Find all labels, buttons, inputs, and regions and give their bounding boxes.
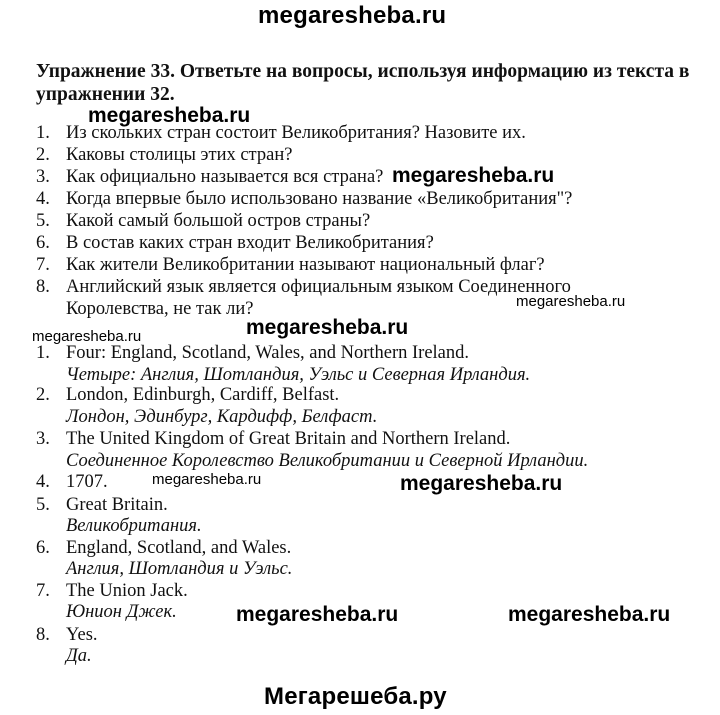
question-number: 8. [36, 277, 50, 297]
footer-watermark: Мегарешеба.ру [264, 683, 447, 710]
answer-russian: Четыре: Англия, Шотландия, Уэльс и Северная Ирландия. [66, 365, 531, 385]
watermark-stamp: megaresheba.ru [246, 316, 409, 339]
question-text: Как жители Великобритании называют национальный флаг? [66, 255, 545, 275]
question-text: Королевства, не так ли? [66, 299, 254, 319]
exercise-title-line1: Упражнение 33. Ответьте на вопросы, используя информацию из текста в [36, 61, 690, 82]
watermark-stamp: megaresheba.ru [508, 603, 671, 626]
answer-number: 1. [36, 343, 50, 363]
answer-english: The Union Jack. [66, 581, 188, 601]
watermark-stamp: megaresheba.ru [400, 472, 563, 495]
question-text: Из скольких стран состоит Великобритания? Назовите их. [66, 123, 526, 143]
answer-english: 1707. [66, 472, 108, 492]
watermark-stamp: megaresheba.ru [88, 104, 251, 127]
answer-russian: Англия, Шотландия и Уэльс. [66, 559, 293, 579]
answer-english: The United Kingdom of Great Britain and Northern Ireland. [66, 429, 511, 449]
header-watermark: megaresheba.ru [258, 2, 447, 29]
question-number: 2. [36, 145, 50, 165]
answer-number: 8. [36, 625, 50, 645]
question-text: Как официально называется вся страна? [66, 167, 384, 187]
question-number: 7. [36, 255, 50, 275]
answer-russian: Да. [66, 646, 92, 666]
answer-number: 7. [36, 581, 50, 601]
answer-english: England, Scotland, and Wales. [66, 538, 292, 558]
answer-number: 3. [36, 429, 50, 449]
question-number: 1. [36, 123, 50, 143]
answer-russian: Юнион Джек. [66, 602, 177, 622]
watermark-stamp: megaresheba.ru [392, 164, 555, 187]
answer-english: London, Edinburgh, Cardiff, Belfast. [66, 385, 340, 405]
answer-russian: Лондон, Эдинбург, Кардифф, Белфаст. [66, 407, 378, 427]
answer-number: 4. [36, 472, 50, 492]
question-text: Когда впервые было использовано название «Великобритания"? [66, 189, 573, 209]
answer-english: Four: England, Scotland, Wales, and Northern Ireland. [66, 343, 470, 363]
answer-english: Great Britain. [66, 495, 168, 515]
answer-russian: Великобритания. [66, 516, 202, 536]
question-number: 4. [36, 189, 50, 209]
question-number: 6. [36, 233, 50, 253]
answer-number: 5. [36, 495, 50, 515]
watermark-stamp-small: megaresheba.ru [516, 293, 626, 310]
question-text: Какой самый большой остров страны? [66, 211, 371, 231]
question-text: Каковы столицы этих стран? [66, 145, 293, 165]
question-number: 5. [36, 211, 50, 231]
question-text: Английский язык является официальным языком Соединенного [66, 277, 571, 297]
question-text: В состав каких стран входит Великобритания? [66, 233, 434, 253]
watermark-stamp: megaresheba.ru [236, 603, 399, 626]
answer-number: 6. [36, 538, 50, 558]
exercise-title-line2: упражнении 32. [36, 84, 175, 105]
watermark-stamp-small: megaresheba.ru [32, 328, 142, 345]
answer-russian: Соединенное Королевство Великобритании и Северной Ирландии. [66, 451, 589, 471]
question-number: 3. [36, 167, 50, 187]
watermark-stamp-small: megaresheba.ru [152, 471, 262, 488]
answer-english: Yes. [66, 625, 98, 645]
answer-number: 2. [36, 385, 50, 405]
